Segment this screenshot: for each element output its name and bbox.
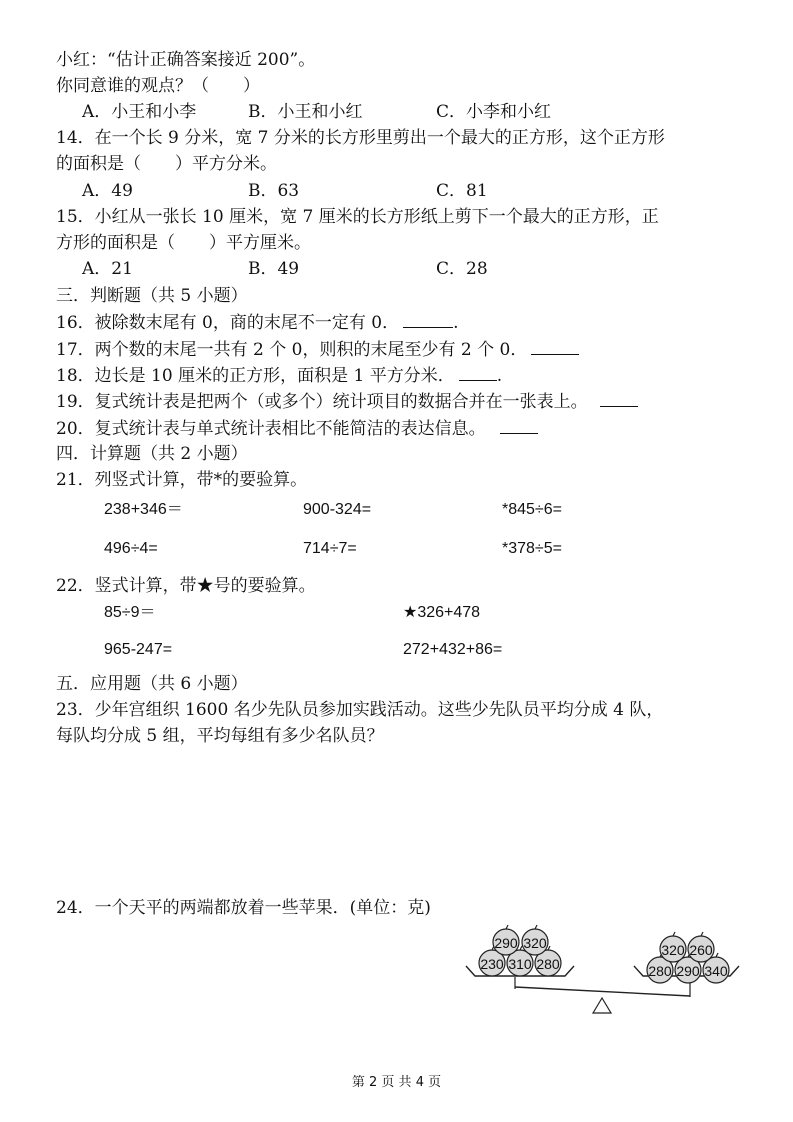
q21-item-5: 714÷7= xyxy=(303,540,357,557)
svg-text:320: 320 xyxy=(523,935,547,951)
q20 xyxy=(56,417,538,440)
q15-line-2: 方形的面积是（ ）平方厘米。 xyxy=(56,233,311,253)
q16-answer-blank[interactable] xyxy=(403,311,453,328)
q17 xyxy=(56,338,579,361)
balance-scale-figure xyxy=(460,920,750,1020)
svg-text:320: 320 xyxy=(661,942,685,958)
q19-text: 19．复式统计表是把两个（或多个）统计项目的数据合并在一张表上。 xyxy=(56,392,588,412)
q21-item-1: 238+346＝ xyxy=(104,501,183,518)
left-apple-top-1 xyxy=(493,925,519,955)
svg-text:340: 340 xyxy=(704,963,728,979)
svg-text:230: 230 xyxy=(480,956,504,972)
right-apple-top-1 xyxy=(660,932,686,962)
q21-item-4: 496÷4= xyxy=(104,540,158,557)
q18-text: 18．边长是 10 厘米的正方形，面积是 1 平方分米． xyxy=(56,366,455,386)
q18 xyxy=(56,364,502,387)
q22-item-2: ★326+478 xyxy=(403,604,481,621)
q23-line-1: 23．少年宫组织 1600 名少先队员参加实践活动。这些少先队员平均分成 4 队， xyxy=(56,700,664,720)
q21-text: 21．列竖式计算，带*的要验算。 xyxy=(56,470,308,490)
q17-text: 17．两个数的末尾一共有 2 个 0，则积的末尾至少有 2 个 0． xyxy=(56,340,528,360)
q15-line-1: 15．小红从一张长 10 厘米，宽 7 厘米的长方形纸上剪下一个最大的正方形，正 xyxy=(56,207,659,227)
q14-line-1: 14．在一个长 9 分米，宽 7 分米的长方形里剪出一个最大的正方形，这个正方形 xyxy=(56,128,665,148)
q21-item-6: *378÷5= xyxy=(502,540,562,557)
q14-option-c: C．81 xyxy=(436,181,488,201)
section-4-title: 四．计算题（共 2 小题） xyxy=(56,444,248,464)
q18-answer-blank[interactable] xyxy=(459,364,497,381)
q20-answer-blank[interactable] xyxy=(500,417,538,434)
q22-item-4: 272+432+86= xyxy=(403,641,503,658)
page-footer: 第 2 页 共 4 页 xyxy=(351,1075,442,1090)
q22-text: 22．竖式计算，带★号的要验算。 xyxy=(56,576,316,596)
q22-item-1: 85÷9＝ xyxy=(104,604,156,621)
q17-answer-blank[interactable] xyxy=(531,338,579,355)
q23-line-2: 每队均分成 5 组，平均每组有多少名队员？ xyxy=(56,726,384,746)
q13-xiaohong-line: 小红：“估计正确答案接近 200”。 xyxy=(56,50,316,70)
q19 xyxy=(56,390,638,413)
svg-text:290: 290 xyxy=(494,935,518,951)
svg-text:260: 260 xyxy=(689,942,713,958)
q20-text: 20．复式统计表与单式统计表相比不能简洁的表达信息。 xyxy=(56,419,486,439)
section-5-title: 五．应用题（共 6 小题） xyxy=(56,674,248,694)
q16-end: . xyxy=(453,313,459,333)
q13-option-b: B．小王和小红 xyxy=(248,102,363,122)
q14-option-b: B．63 xyxy=(248,181,300,201)
right-apple-top-2 xyxy=(688,932,714,962)
q13-question: 你同意谁的观点？（ ） xyxy=(56,76,260,96)
scale-beam xyxy=(515,987,690,996)
q21-item-2: 900-324= xyxy=(303,501,372,518)
q13-option-a: A．小王和小李 xyxy=(82,102,197,122)
svg-text:290: 290 xyxy=(676,963,700,979)
q21-item-3: *845÷6= xyxy=(502,501,562,518)
svg-text:280: 280 xyxy=(536,956,560,972)
q14-line-2: 的面积是（ ）平方分米。 xyxy=(56,154,277,174)
q13-option-c: C．小李和小红 xyxy=(436,102,552,122)
q22-item-3: 965-247= xyxy=(104,641,173,658)
q24-text: 24．一个天平的两端都放着一些苹果．(单位：克) xyxy=(56,898,431,918)
q14-option-a: A．49 xyxy=(82,181,133,201)
scale-fulcrum xyxy=(593,998,611,1013)
svg-text:310: 310 xyxy=(508,956,532,972)
svg-text:280: 280 xyxy=(648,963,672,979)
q15-option-a: A．21 xyxy=(82,259,133,279)
section-3-title: 三．判断题（共 5 小题） xyxy=(56,286,248,306)
q16-text: 16．被除数末尾有 0，商的末尾不一定有 0． xyxy=(56,313,400,333)
left-apple-top-2 xyxy=(522,925,548,955)
q16 xyxy=(56,311,458,334)
q15-option-c: C．28 xyxy=(436,259,488,279)
q18-end: . xyxy=(496,366,503,386)
q19-answer-blank[interactable] xyxy=(600,390,638,407)
q15-option-b: B．49 xyxy=(248,259,300,279)
